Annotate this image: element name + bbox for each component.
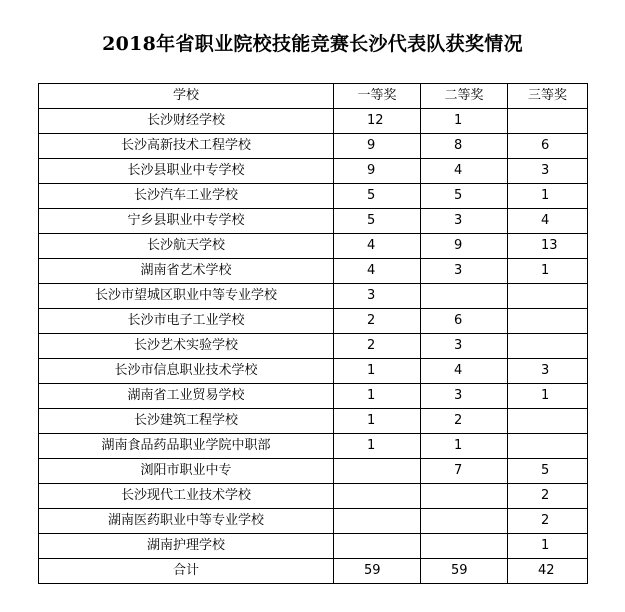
school-name: 长沙市电子工业学校 — [39, 309, 334, 334]
first-prize-count: 9 — [334, 159, 421, 184]
school-name: 长沙市望城区职业中等专业学校 — [39, 284, 334, 309]
total-second-prize: 59 — [421, 559, 508, 584]
third-prize-count — [508, 109, 588, 134]
first-prize-count — [334, 534, 421, 559]
table-row — [39, 309, 588, 334]
third-prize-count: 13 — [508, 234, 588, 259]
column-header-third-prize: 三等奖 — [508, 84, 588, 109]
school-name: 长沙县职业中专学校 — [39, 159, 334, 184]
third-prize-count: 4 — [508, 209, 588, 234]
table-row — [39, 509, 588, 534]
column-header-second-prize: 二等奖 — [421, 84, 508, 109]
table-row — [39, 409, 588, 434]
table-row — [39, 159, 588, 184]
third-prize-count — [508, 284, 588, 309]
school-name: 长沙高新技术工程学校 — [39, 134, 334, 159]
table-row — [39, 134, 588, 159]
school-name: 长沙现代工业技术学校 — [39, 484, 334, 509]
column-header-school: 学校 — [39, 84, 334, 109]
school-name: 湖南护理学校 — [39, 534, 334, 559]
table-row — [39, 184, 588, 209]
first-prize-count: 1 — [334, 434, 421, 459]
school-name: 湖南省工业贸易学校 — [39, 384, 334, 409]
table-row — [39, 284, 588, 309]
second-prize-count: 3 — [421, 334, 508, 359]
first-prize-count: 1 — [334, 409, 421, 434]
second-prize-count — [421, 534, 508, 559]
table-row — [39, 209, 588, 234]
third-prize-count: 3 — [508, 159, 588, 184]
table-row — [39, 334, 588, 359]
first-prize-count: 2 — [334, 334, 421, 359]
first-prize-count — [334, 484, 421, 509]
second-prize-count: 2 — [421, 409, 508, 434]
third-prize-count — [508, 409, 588, 434]
total-third-prize: 42 — [508, 559, 588, 584]
table-row — [39, 359, 588, 384]
table-row — [39, 234, 588, 259]
school-name: 湖南食品药品职业学院中职部 — [39, 434, 334, 459]
first-prize-count: 2 — [334, 309, 421, 334]
first-prize-count: 5 — [334, 184, 421, 209]
second-prize-count — [421, 284, 508, 309]
third-prize-count — [508, 334, 588, 359]
third-prize-count: 2 — [508, 509, 588, 534]
second-prize-count: 3 — [421, 384, 508, 409]
table-header-row — [39, 84, 588, 109]
second-prize-count — [421, 484, 508, 509]
first-prize-count — [334, 459, 421, 484]
table-row — [39, 109, 588, 134]
second-prize-count: 3 — [421, 259, 508, 284]
second-prize-count: 1 — [421, 434, 508, 459]
table-row — [39, 484, 588, 509]
first-prize-count: 4 — [334, 234, 421, 259]
second-prize-count: 9 — [421, 234, 508, 259]
school-name: 宁乡县职业中专学校 — [39, 209, 334, 234]
first-prize-count: 5 — [334, 209, 421, 234]
third-prize-count: 3 — [508, 359, 588, 384]
first-prize-count: 1 — [334, 384, 421, 409]
school-name: 浏阳市职业中专 — [39, 459, 334, 484]
school-name: 长沙艺术实验学校 — [39, 334, 334, 359]
third-prize-count: 1 — [508, 184, 588, 209]
school-name: 长沙汽车工业学校 — [39, 184, 334, 209]
second-prize-count: 3 — [421, 209, 508, 234]
first-prize-count: 9 — [334, 134, 421, 159]
total-row — [39, 559, 588, 584]
school-name: 长沙航天学校 — [39, 234, 334, 259]
first-prize-count: 1 — [334, 359, 421, 384]
second-prize-count: 5 — [421, 184, 508, 209]
second-prize-count: 8 — [421, 134, 508, 159]
first-prize-count: 3 — [334, 284, 421, 309]
page-title: 2018年省职业院校技能竞赛长沙代表队获奖情况 — [102, 33, 523, 55]
third-prize-count: 1 — [508, 534, 588, 559]
first-prize-count: 12 — [334, 109, 421, 134]
first-prize-count: 4 — [334, 259, 421, 284]
second-prize-count: 1 — [421, 109, 508, 134]
third-prize-count: 1 — [508, 384, 588, 409]
table-row — [39, 259, 588, 284]
third-prize-count: 6 — [508, 134, 588, 159]
third-prize-count — [508, 434, 588, 459]
school-name: 长沙市信息职业技术学校 — [39, 359, 334, 384]
third-prize-count: 2 — [508, 484, 588, 509]
school-name: 湖南医药职业中等专业学校 — [39, 509, 334, 534]
total-first-prize: 59 — [334, 559, 421, 584]
third-prize-count: 5 — [508, 459, 588, 484]
second-prize-count: 4 — [421, 359, 508, 384]
third-prize-count — [508, 309, 588, 334]
column-header-first-prize: 一等奖 — [334, 84, 421, 109]
second-prize-count — [421, 509, 508, 534]
second-prize-count: 6 — [421, 309, 508, 334]
table-row — [39, 434, 588, 459]
table-row — [39, 534, 588, 559]
total-label: 合计 — [39, 559, 334, 584]
school-name: 湖南省艺术学校 — [39, 259, 334, 284]
third-prize-count: 1 — [508, 259, 588, 284]
second-prize-count: 7 — [421, 459, 508, 484]
first-prize-count — [334, 509, 421, 534]
table-row — [39, 459, 588, 484]
school-name: 长沙财经学校 — [39, 109, 334, 134]
awards-table — [38, 83, 588, 584]
second-prize-count: 4 — [421, 159, 508, 184]
table-row — [39, 384, 588, 409]
school-name: 长沙建筑工程学校 — [39, 409, 334, 434]
